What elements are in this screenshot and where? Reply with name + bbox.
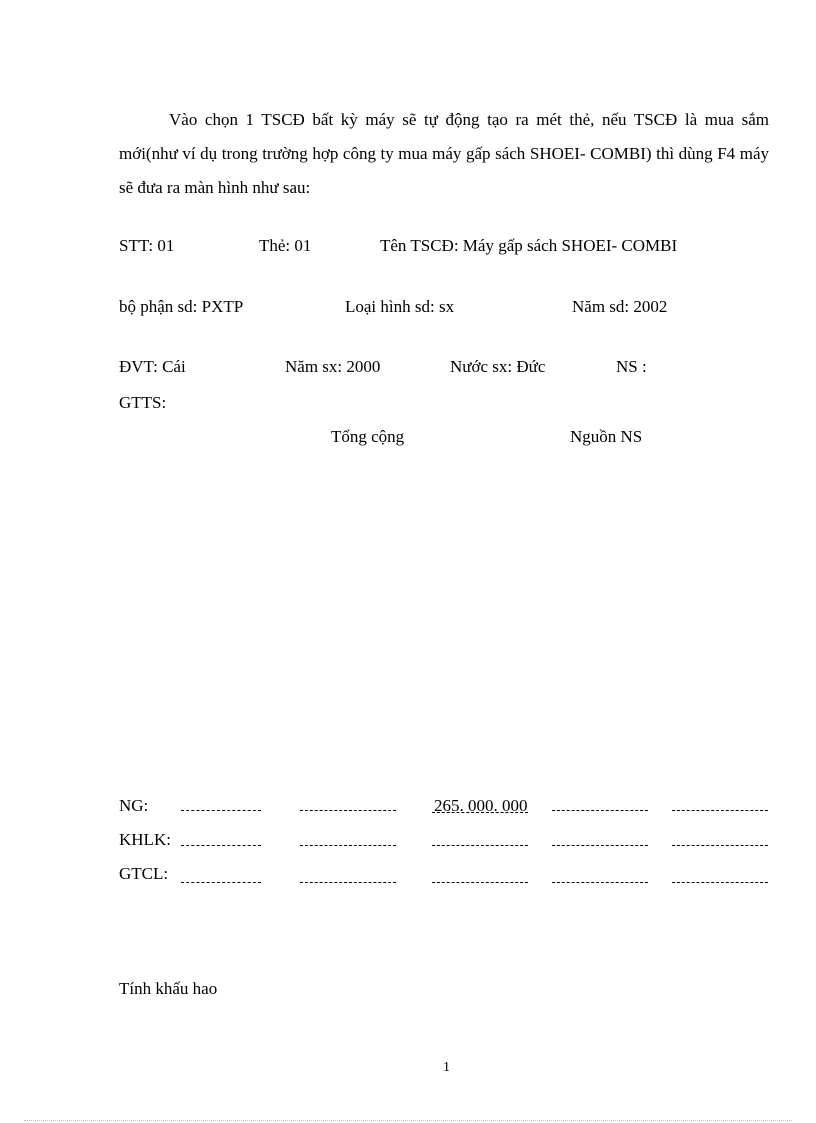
section-title: Tính khấu hao [119,979,218,998]
source-heading: Nguồn NS [570,427,643,446]
gtcl-blank-4 [552,882,648,883]
khlk-blank-2 [300,845,396,846]
ng-blank-5 [672,810,768,811]
gtcl-blank-3 [432,882,528,883]
usage-year-field: Năm sd: 2002 [572,297,668,316]
khlk-blank-4 [552,845,648,846]
ng-value: 265. 000. 000 [434,796,528,815]
khlk-blank-5 [672,845,768,846]
total-heading: Tổng cộng [331,427,405,446]
khlk-label: KHLK: [119,830,171,849]
gtcl-label: GTCL: [119,864,169,883]
ng-blank-4 [552,810,648,811]
ng-blank-2 [300,810,396,811]
country-field: Nước sx: Đức [450,357,546,376]
unit-field: ĐVT: Cái [119,357,186,376]
gtcl-blank-5 [672,882,768,883]
the-field: Thẻ: 01 [259,236,312,255]
page-number: 1 [443,1060,450,1075]
gtts-label: GTTS: [119,393,167,412]
gtcl-blank-2 [300,882,396,883]
ns-field: NS : [616,357,647,376]
usage-type-field: Loại hình sd: sx [345,297,455,316]
ng-value-underline [432,812,528,813]
ng-label: NG: [119,796,149,815]
department-field: bộ phận sd: PXTP [119,297,244,316]
ng-blank-1 [181,810,261,811]
intro-paragraph: Vào chọn 1 TSCĐ bất kỳ máy sẽ tự động tạo ra mét thẻ, nếu TSCĐ là mua sắm mới(như ví dụ trong trường hợp công ty mua máy gấp sách SHOEI- COMBI) thì dùng F4 máy sẽ đưa ra màn hình như sau: [119,110,769,197]
khlk-blank-3 [432,845,528,846]
page-bottom-divider [24,1120,792,1121]
manufacture-year-field: Năm sx: 2000 [285,357,381,376]
khlk-blank-1 [181,845,261,846]
stt-field: STT: 01 [119,236,175,255]
asset-name-field: Tên TSCĐ: Máy gấp sách SHOEI- COMBI [380,236,678,255]
gtcl-blank-1 [181,882,261,883]
